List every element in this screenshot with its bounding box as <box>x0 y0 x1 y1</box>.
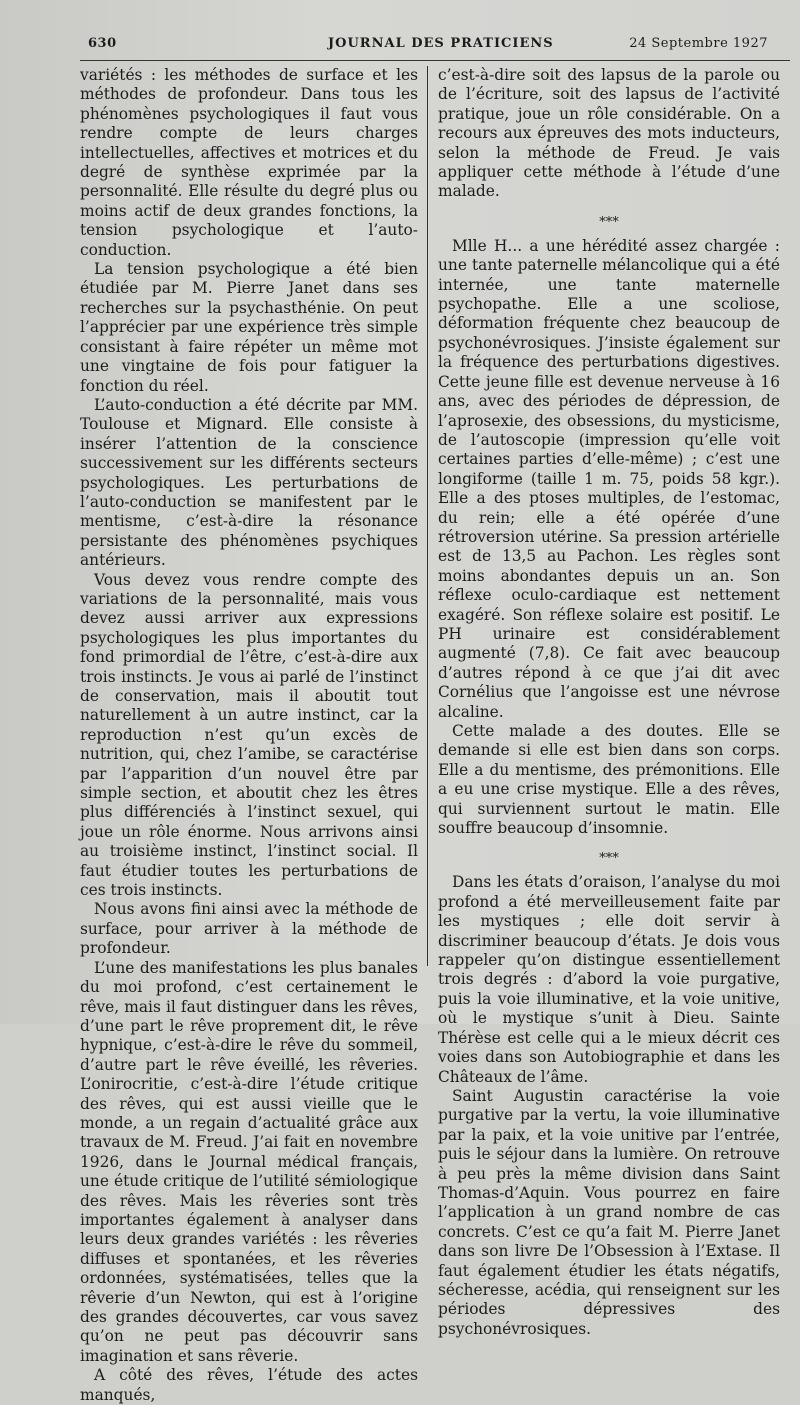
paragraph: Cette malade a des doutes. Elle se demande si elle est bien dans son corps. Elle a du mentisme, des prémonitions. Elle a eu une crise mystique. Elle a des rêves, qui surviennent surtout le matin. Elle souffre beaucoup d’insomnie. <box>438 722 780 838</box>
paragraph: A côté des rêves, l’étude des actes manqués, <box>80 1366 418 1404</box>
section-separator: *** <box>599 214 619 230</box>
paragraph: Dans les états d’oraison, l’analyse du moi profond a été merveilleusement faite par les mystiques ; elle doit servir à discriminer beaucoup d’états. Je dois vous rappeler qu’on distingue essentiellement trois degrés : d’abord la voie purgative, puis la voie illuminative, et la voie unitive, où le mystique s’unit à Dieu. Sainte Thérèse est celle qui a le mieux décrit ces voies dans son Autobiographie et dans les Châteaux de l’âme. <box>438 873 780 1086</box>
paragraph: Vous devez vous rendre compte des variations de la personnalité, mais vous devez aussi arriver aux expressions psychologiques les plus importantes du fond primordial de l’être, c’est-à-dire aux trois instincts. Je vous ai parlé de l’instinct de conservation, mais il aboutit tout naturellement à un autre instinct, car la reproduction n’est qu’un excès de nutrition, qui, chez l’amibe, se caractérise par l’apparition d’un nouvel être par simple section, et aboutit chez les êtres plus différenciés à l’instinct sexuel, qui joue un rôle énorme. Nous arrivons ainsi au troisième instinct, l’instinct social. Il faut étudier toutes les perturbations de ces trois instincts. <box>80 570 418 900</box>
section-separator: *** <box>599 851 619 867</box>
issue-date: 24 Septembre 1927 <box>629 36 768 51</box>
paragraph: L’une des manifestations les plus banales du moi profond, c’est certainement le rêve, mais il faut distinguer dans les rêves, d’une part le rêve proprement dit, le rêve hypnique, c’est-à-dire le rêve du sommeil, d’autre part le rêve éveillé, les rêveries. L’onirocritie, c’est-à-dire l’étude critique des rêves, qui est aussi vieille que le monde, a un regain d’actualité grâce aux travaux de M. Freud. J’ai fait en novembre 1926, dans le Journal médical français, une étude critique de l’utilité sémiologique des rêves. Mais les rêveries sont très importantes également à analyser dans leurs deux grandes variétés : les rêveries diffuses et spontanées, et les rêveries ordonnées, systématisées, telles que la rêverie d’un Newton, qui est à l’origine des grandes découvertes, car vous savez qu’on ne peut pas découvrir sans imagination et sans rêverie. <box>80 958 418 1365</box>
paragraph: Mlle H... a une hérédité assez chargée : une tante paternelle mélancolique qui a été internée, une tante maternelle psychopathe. Elle a une scoliose, déformation fréquente chez beaucoup de psychonévrosiques. J’insiste également sur la fréquence des perturbations digestives. Cette jeune fille est devenue nerveuse à 16 ans, avec des périodes de dépression, de l’aprosexie, des obsessions, du mysticisme, de l’autoscopie (impression qu’elle voit certaines parties d’elle-même) ; c’est une longiforme (taille 1 m. 75, poids 58 kgr.). Elle a des ptoses multiples, de l’estomac, du rein; elle a été opérée d’une rétroversion utérine. Sa pression artérielle est de 13,5 au Pachon. Les règles sont moins abondantes depuis un an. Son réflexe oculo-cardiaque est nettement exagéré. Son réflexe solaire est positif. Le PH urinaire est considérablement augmenté (7,8). Ce fait avec beaucoup d’autres répond à ce que j’ai dit avec Cornélius que l’angoisse est une névrose alcaline. <box>438 236 780 721</box>
paragraph: La tension psychologique a été bien étudiée par M. Pierre Janet dans ses recherches sur la psychasthénie. On peut l’apprécier par une expérience très simple consistant à faire répéter un même mot une vingtaine de fois pour fatiguer la fonction du réel. <box>80 260 418 395</box>
paragraph: Nous avons fini ainsi avec la méthode de surface, pour arriver à la méthode de profondeur. <box>80 900 418 958</box>
running-header <box>88 36 768 56</box>
right-column <box>438 66 780 1339</box>
paragraph: L’auto-conduction a été décrite par MM. Toulouse et Mignard. Elle consiste à insérer l’attention de la conscience successivement sur les différents secteurs psychologiques. Les perturbations de l’auto-conduction se manifestent par le mentisme, c’est-à-dire la résonance persistante des phénomènes psychiques antérieurs. <box>80 395 418 570</box>
paragraph: c’est-à-dire soit des lapsus de la parole ou de l’écriture, soit des lapsus de l’activité pratique, joue un rôle considérable. On a recours aux épreuves des mots inducteurs, selon la méthode de Freud. Je vais appliquer cette méthode à l’étude d’une malade. <box>438 66 780 201</box>
left-column <box>80 66 418 1405</box>
paragraph: Saint Augustin caractérise la voie purgative par la vertu, la voie illuminative par la paix, et la voie unitive par l’entrée, puis le séjour dans la lumière. On retrouve à peu près la même division dans Saint Thomas-d’Aquin. Vous pourrez en faire l’application à un grand nombre de cas concrets. C’est ce qu’a fait M. Pierre Janet dans son livre De l’Obsession à l’Extase. Il faut également étudier les états négatifs, sécheresse, acédia, qui renseignent sur les périodes dépressives des psychonévrosiques. <box>438 1086 780 1338</box>
header-rule <box>80 60 790 61</box>
column-divider <box>427 66 428 966</box>
paragraph: variétés : les méthodes de surface et les méthodes de profondeur. Dans tous les phénomènes psychologiques il faut vous rendre compte de leurs charges intellectuelles, affectives et motrices et du degré de synthèse exprimée par la personnalité. Elle résulte du degré plus ou moins actif de deux grandes fonctions, la tension psychologique et l’auto-conduction. <box>80 66 418 259</box>
page-number: 630 <box>88 36 117 51</box>
journal-title: JOURNAL DES PRATICIENS <box>328 36 554 51</box>
